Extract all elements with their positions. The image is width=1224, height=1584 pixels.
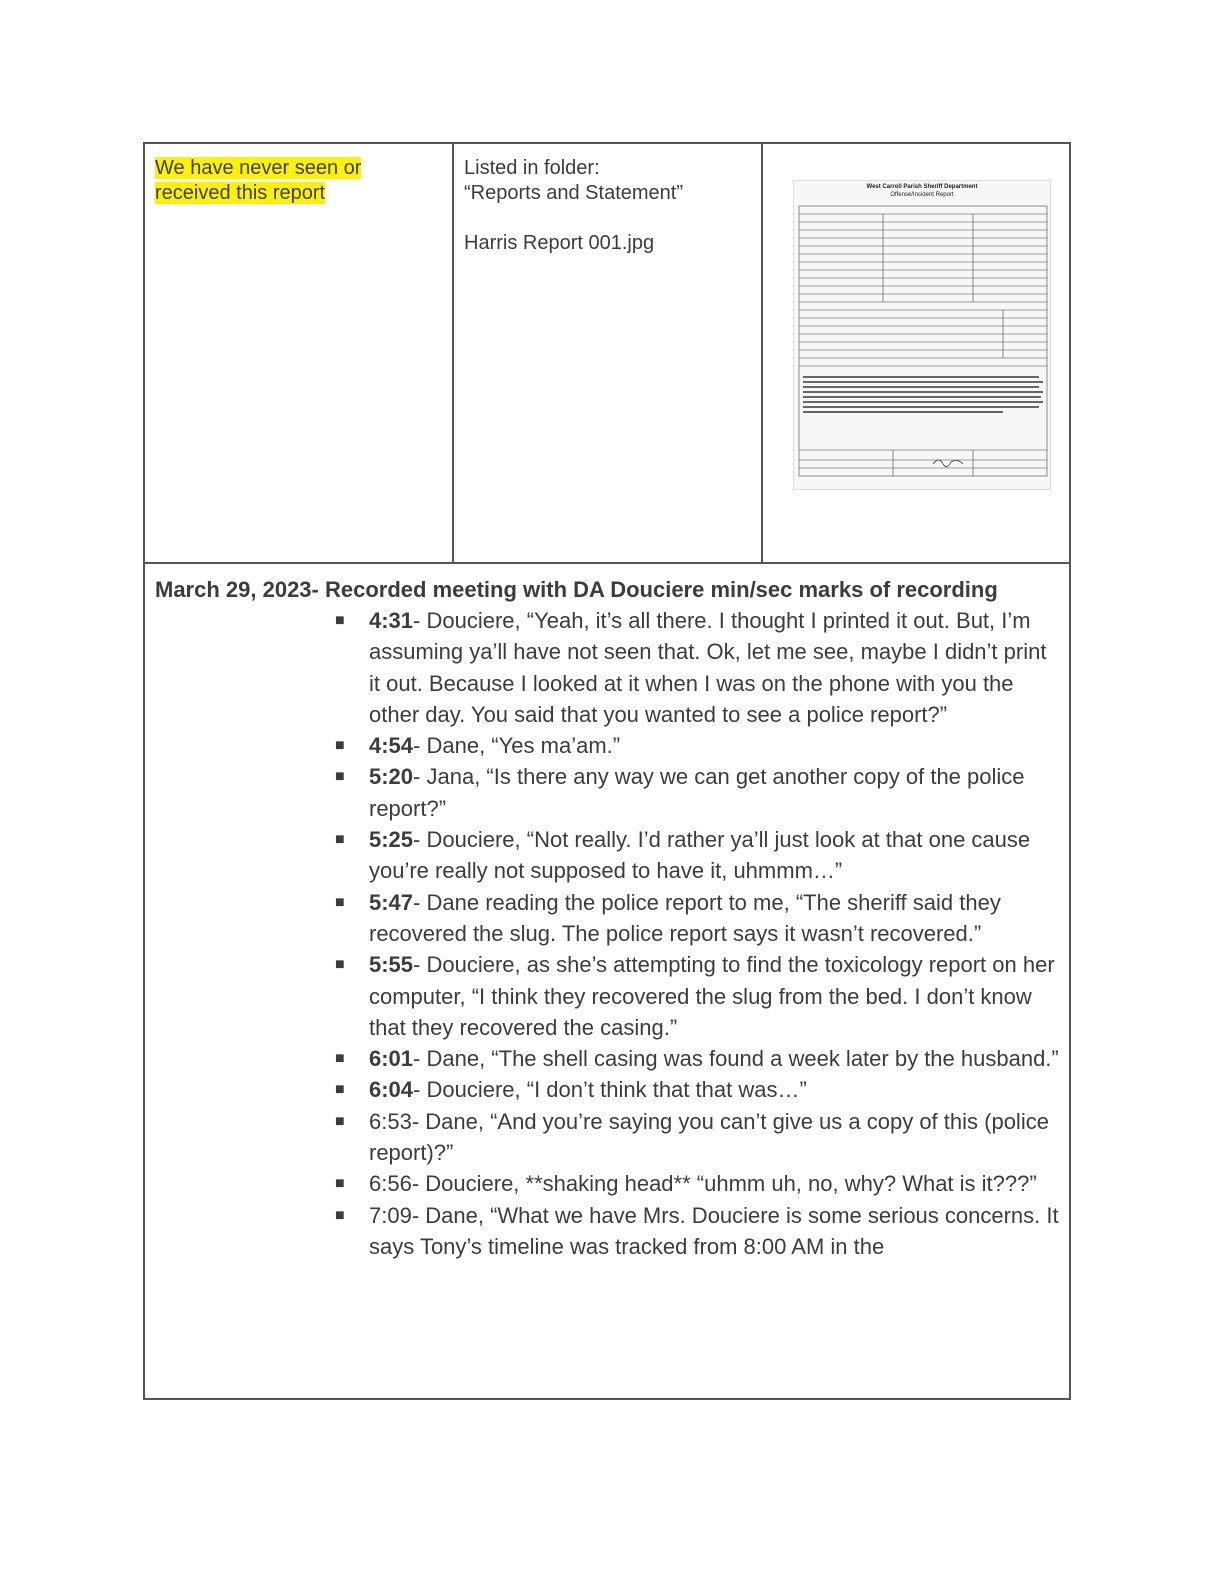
entry-text: - Douciere, “Yeah, it’s all there. I thought I printed it out. But, I’m assuming ya’ll have not seen that. Ok, let me see, maybe I didn’t print it out. Because I looked at it when I was on the phone with you the other day. You said that you wanted to see a police report?” <box>369 608 1047 727</box>
list-item <box>335 730 1059 761</box>
entry-text: - Dane reading the police report to me, “The sheriff said they recovered the slug. The police report says it wasn’t recovered.” <box>369 889 1001 946</box>
report-form-lines <box>793 180 1051 490</box>
entry-text: - Jana, “Is there any way we can get another copy of the police report?” <box>369 764 1025 821</box>
timestamp: 6:04 <box>369 1077 414 1103</box>
entry-text: - Douciere, “Not really. I’d rather ya’ll just look at that one cause you’re really not supposed to have it, uhmmm…” <box>369 827 1031 884</box>
section-heading: March 29, 2023- Recorded meeting with DA Douciere min/sec marks of recording <box>155 577 998 602</box>
transcript-list <box>155 605 1059 1262</box>
entry-text: - Douciere, **shaking head** “uhmm uh, no, why? What is it???” <box>411 1171 1037 1197</box>
square-bullet-icon: ■ <box>335 1112 345 1130</box>
timestamp: 5:55 <box>369 952 414 978</box>
incident-report-image <box>793 180 1053 490</box>
timestamp: 5:25 <box>369 827 414 853</box>
list-item <box>335 887 1059 950</box>
folder-label: Listed in folder: <box>464 157 600 179</box>
list-item <box>335 1074 1059 1105</box>
timestamp: 4:31 <box>369 608 414 633</box>
square-bullet-icon: ■ <box>335 612 345 629</box>
meeting-section <box>145 564 1069 1262</box>
timestamp: 5:20 <box>369 764 414 790</box>
square-bullet-icon: ■ <box>335 1050 345 1068</box>
report-row <box>145 144 1069 564</box>
list-item <box>335 949 1059 1043</box>
list-item <box>335 1043 1059 1074</box>
square-bullet-icon: ■ <box>335 956 345 974</box>
square-bullet-icon: ■ <box>335 1206 345 1224</box>
entry-text: - Dane, “What we have Mrs. Douciere is some serious concerns. It says Tony’s timeline was tracked from 8:00 AM in the <box>369 1202 1059 1259</box>
square-bullet-icon: ■ <box>335 893 345 911</box>
timestamp: 4:54 <box>369 733 414 759</box>
report-type: Offense/Incident Report <box>890 192 954 198</box>
entry-text: - Dane, “Yes ma’am.” <box>413 733 621 759</box>
report-department: West Carroll Parish Sheriff Department <box>866 184 978 190</box>
entry-text: - Douciere, “I don’t think that that was…” <box>413 1077 807 1103</box>
document-table <box>143 142 1071 1400</box>
list-item <box>335 605 1059 730</box>
list-item <box>335 1106 1059 1169</box>
timestamp: 6:01 <box>369 1046 414 1072</box>
entry-text: - Dane, “And you’re saying you can’t give us a copy of this (police report)?” <box>369 1108 1049 1166</box>
list-item <box>335 824 1059 887</box>
list-item <box>335 1200 1059 1263</box>
timestamp: 6:53 <box>369 1108 412 1134</box>
list-item <box>335 761 1059 824</box>
timestamp: 6:56 <box>369 1171 412 1197</box>
highlighted-note: We have never seen or received this report <box>155 157 362 204</box>
entry-text: - Dane, “The shell casing was found a week later by the husband.” <box>413 1046 1059 1072</box>
square-bullet-icon: ■ <box>335 1081 345 1099</box>
folder-cell <box>454 144 763 562</box>
entry-text: - Douciere, as she’s attempting to find the toxicology report on her computer, “I think they recovered the slug from the bed. I don’t know that they recovered the casing.” <box>369 952 1055 1040</box>
file-name: Harris Report 001.jpg <box>464 232 655 254</box>
square-bullet-icon: ■ <box>335 831 345 849</box>
square-bullet-icon: ■ <box>335 1175 345 1193</box>
list-item <box>335 1168 1059 1199</box>
square-bullet-icon: ■ <box>335 737 345 755</box>
square-bullet-icon: ■ <box>335 768 345 786</box>
folder-name: “Reports and Statement” <box>464 182 683 204</box>
timestamp: 7:09 <box>369 1202 412 1228</box>
note-cell <box>145 144 454 562</box>
timestamp: 5:47 <box>369 889 414 915</box>
report-image-cell <box>763 144 1069 562</box>
